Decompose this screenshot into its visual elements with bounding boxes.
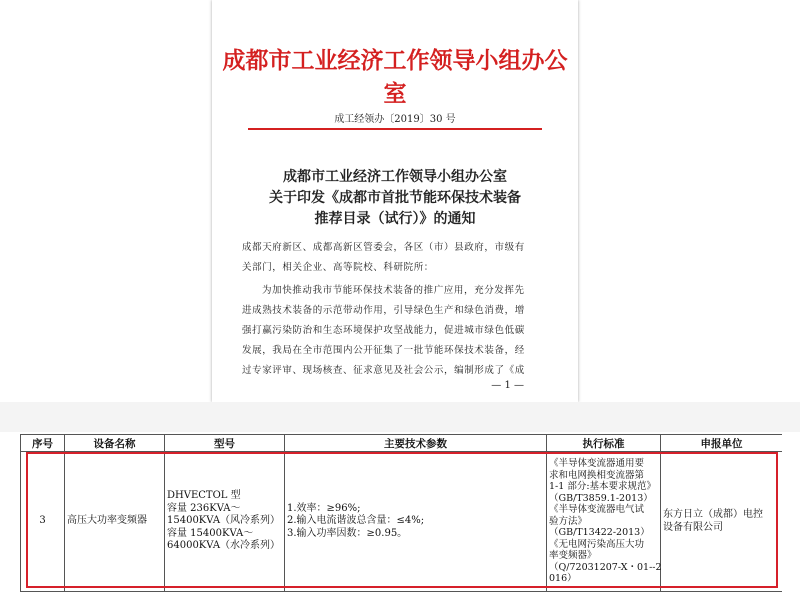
body-text-line: 进成熟技术装备的示范带动作用，引导绿色生产和绿色消费，增 [242,305,525,316]
cell-device-name: 高压大功率变频器 [65,452,165,592]
model-line: DHVECTOL 型 [167,490,241,502]
param-line: 1.效率：≥96%; [287,502,361,514]
applicant-line: 设备有限公司 [663,521,723,533]
table-row [21,452,783,592]
applicant-line: 东方日立（成都）电控 [663,509,763,520]
model-line: 容量 236KVA～ [167,502,241,514]
notice-title-line-3: 推荐目录（试行）》的通知 [314,211,476,227]
standard-line: 率变频器》 [549,550,597,562]
model-line: 容量 15400KVA～ [167,527,254,539]
cell-applicant [661,452,783,592]
header-serial-number: 序号 [21,435,65,452]
model-line: 64000KVA（水冷系列） [167,540,281,552]
standard-line: 《半导体变流器电气试 [549,504,645,516]
document-number: 成工经领办〔2019〕30 号 [334,114,456,125]
page-number: — 1 — [491,380,524,391]
standard-line: 求和电网换相变流器第 [549,469,645,481]
standard-line: 《半导体变流器通用要 [549,458,645,470]
standard-line: 1-1 部分:基本要求规范》 [549,481,657,493]
cell-serial-number: 3 [21,452,65,592]
header-standard: 执行标准 [547,435,661,452]
param-line: 3.输入功率因数：≥0.95。 [287,527,408,539]
header-device-name: 设备名称 [65,435,165,452]
cell-model [165,452,285,592]
header-tech-params: 主要技术参数 [285,435,547,452]
header-applicant: 申报单位 [661,435,783,452]
body-text-line: 成都天府新区、成都高新区管委会，各区（市）县政府，市级有 [242,242,525,253]
body-text-line: 为加快推动我市节能环保技术装备的推广应用，充分发挥先 [262,285,525,296]
section-gap [0,402,800,432]
standard-line: 验方法》 [549,515,588,527]
equipment-table-wrapper [20,434,782,600]
standard-line: 016） [549,573,577,585]
standard-line: （GB/T13422-2013） [549,527,650,539]
body-text-line: 强打赢污染防治和生态环境保护攻坚战能力，促进城市绿色低碳 [242,325,525,336]
param-line: 2.输入电流谐波总含量：≤4%; [287,515,425,527]
body-text-line: 过专家评审、现场核查、征求意见及社会公示，编制形成了《成 [242,365,525,376]
document-page [212,0,578,402]
notice-title-line-2: 关于印发《成都市首批节能环保技术装备 [269,190,521,206]
notice-title-line-1: 成都市工业经济工作领导小组办公室 [283,169,507,185]
cell-tech-params [285,452,547,592]
cell-standard [547,452,661,592]
equipment-table [20,434,782,592]
standard-line: 《无电网污染高压大功 [549,538,645,550]
red-divider-line [248,128,542,130]
table-header-row [21,435,783,452]
standard-line: （GB/T3859.1-2013） [549,492,653,504]
model-line: 15400KVA（风冷系列） [167,515,281,527]
header-model: 型号 [165,435,285,452]
org-red-header: 成都市工业经济工作领导小组办公室 [222,47,568,107]
body-text-line: 发展，我局在全市范围内公开征集了一批节能环保技术装备，经 [242,345,525,356]
body-text-line: 关部门，相关企业、高等院校、科研院所： [242,262,434,273]
standard-line: （Q/72031207-X・01--2 [549,561,662,573]
